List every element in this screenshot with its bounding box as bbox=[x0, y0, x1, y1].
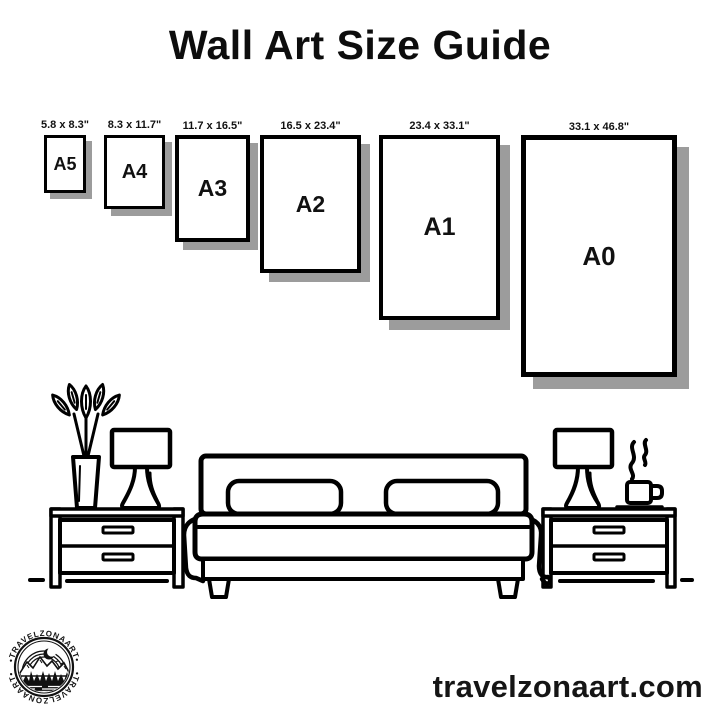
size-dimensions-label: 16.5 x 23.4" bbox=[280, 120, 341, 132]
coffee-cup-icon bbox=[617, 440, 662, 507]
brand-logo bbox=[4, 627, 84, 707]
nightstand bbox=[51, 509, 183, 587]
size-frame-a2 bbox=[260, 120, 361, 273]
size-name-label: A1 bbox=[423, 213, 456, 241]
size-name-label: A2 bbox=[295, 190, 326, 217]
website-url: travelzonaart.com bbox=[432, 669, 703, 704]
size-frame-a1 bbox=[379, 120, 500, 320]
size-name-label: A5 bbox=[53, 154, 77, 174]
pillow bbox=[228, 481, 341, 514]
size-dimensions-label: 8.3 x 11.7" bbox=[107, 119, 162, 131]
bedroom-illustration bbox=[0, 378, 720, 610]
size-frame-a5 bbox=[40, 119, 90, 193]
size-frame-a3 bbox=[175, 120, 250, 242]
page-title: Wall Art Size Guide bbox=[168, 22, 552, 68]
logo-ring-text-bottom: •TRAVELZONAART• bbox=[6, 671, 82, 706]
size-dimensions-label: 33.1 x 46.8" bbox=[568, 121, 630, 133]
size-frame-a4 bbox=[104, 119, 165, 209]
bed bbox=[184, 456, 550, 597]
size-dimensions-label: 23.4 x 33.1" bbox=[409, 120, 470, 132]
size-name-label: A3 bbox=[197, 175, 228, 201]
nightstand bbox=[543, 509, 675, 587]
size-name-label: A0 bbox=[582, 241, 616, 271]
size-dimensions-label: 11.7 x 16.5" bbox=[182, 120, 243, 132]
table-lamp-icon bbox=[112, 430, 170, 508]
table-lamp-icon bbox=[555, 430, 612, 508]
logo-emblem bbox=[17, 647, 71, 693]
pillow bbox=[386, 481, 498, 514]
size-name-label: A4 bbox=[121, 161, 148, 183]
size-frame-a0 bbox=[521, 121, 677, 377]
size-dimensions-label: 5.8 x 8.3" bbox=[40, 119, 90, 131]
svg-text:•TRAVELZONAART• bbox=[6, 629, 81, 663]
logo-ring-text-top: •TRAVELZONAART• bbox=[6, 628, 82, 663]
